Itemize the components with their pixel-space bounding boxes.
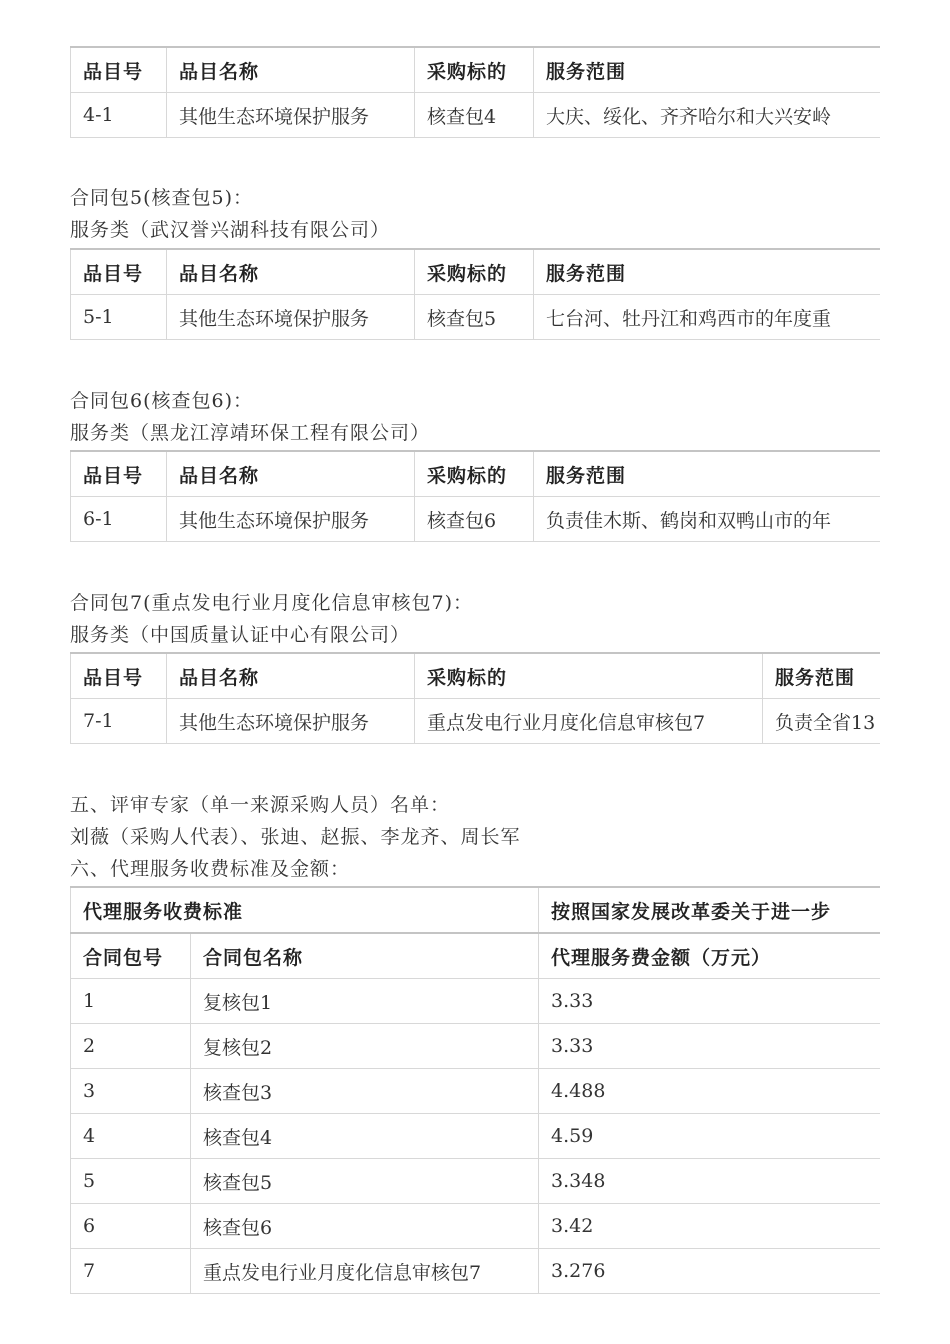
cell-item-name: 其他生态环境保护服务 xyxy=(167,497,415,542)
cell-package-name: 复核包2 xyxy=(191,1024,539,1069)
header-amount: 代理服务费金额（万元） xyxy=(539,933,880,979)
package-6-table-wrap xyxy=(70,450,880,542)
cell-item-no: 7-1 xyxy=(71,699,167,744)
header-item-no: 品目号 xyxy=(71,47,167,93)
table-row xyxy=(71,1204,881,1249)
cell-package-name: 核查包6 xyxy=(191,1204,539,1249)
cell-scope: 大庆、绥化、齐齐哈尔和大兴安岭 xyxy=(534,93,881,138)
fee-header-row xyxy=(71,933,881,979)
cell-package-no: 5 xyxy=(71,1159,191,1204)
package-5-title: 合同包5(核查包5)： xyxy=(70,187,254,209)
cell-target: 核查包6 xyxy=(415,497,534,542)
header-package-name: 合同包名称 xyxy=(191,933,539,979)
cell-target: 重点发电行业月度化信息审核包7 xyxy=(415,699,763,744)
header-target: 采购标的 xyxy=(415,451,534,497)
cell-amount: 3.276 xyxy=(539,1249,880,1294)
header-scope: 服务范围 xyxy=(534,451,881,497)
cell-item-no: 4-1 xyxy=(71,93,167,138)
cell-scope: 负责佳木斯、鹤岗和双鸭山市的年 xyxy=(534,497,881,542)
header-item-no: 品目号 xyxy=(71,451,167,497)
package-7-table-wrap xyxy=(70,652,880,744)
cell-package-no: 6 xyxy=(71,1204,191,1249)
cell-item-no: 6-1 xyxy=(71,497,167,542)
package-4-table xyxy=(70,46,880,138)
table-header-row xyxy=(71,249,881,295)
package-5-table xyxy=(70,248,880,340)
cell-scope: 负责全省13 xyxy=(763,699,881,744)
cell-amount: 4.488 xyxy=(539,1069,880,1114)
document-page xyxy=(70,0,950,1344)
package-7-subtitle: 服务类（中国质量认证中心有限公司） xyxy=(70,624,411,646)
cell-package-no: 7 xyxy=(71,1249,191,1294)
package-7-title: 合同包7(重点发电行业月度化信息审核包7)： xyxy=(70,592,474,614)
cell-item-name: 其他生态环境保护服务 xyxy=(167,295,415,340)
table-row xyxy=(71,1159,881,1204)
header-scope: 服务范围 xyxy=(763,653,881,699)
cell-package-name: 核查包4 xyxy=(191,1114,539,1159)
header-target: 采购标的 xyxy=(415,653,763,699)
table-row xyxy=(71,497,881,542)
cell-amount: 3.33 xyxy=(539,1024,880,1069)
header-package-no: 合同包号 xyxy=(71,933,191,979)
cell-package-no: 1 xyxy=(71,979,191,1024)
table-row xyxy=(71,979,881,1024)
table-header-row xyxy=(71,653,881,699)
section-5-title: 五、评审专家（单一来源采购人员）名单： xyxy=(70,794,451,816)
header-item-name: 品目名称 xyxy=(167,451,415,497)
expert-names: 刘薇（采购人代表）、张迪、赵振、李龙齐、周长军 xyxy=(70,826,521,848)
cell-package-no: 2 xyxy=(71,1024,191,1069)
cell-package-name: 核查包3 xyxy=(191,1069,539,1114)
header-item-name: 品目名称 xyxy=(167,249,415,295)
fee-standard-label: 代理服务收费标准 xyxy=(71,887,539,933)
header-scope: 服务范围 xyxy=(534,47,881,93)
fee-standard-row xyxy=(71,887,881,933)
table-row xyxy=(71,1249,881,1294)
header-item-name: 品目名称 xyxy=(167,653,415,699)
cell-amount: 3.348 xyxy=(539,1159,880,1204)
package-6-table xyxy=(70,450,880,542)
cell-scope: 七台河、牡丹江和鸡西市的年度重 xyxy=(534,295,881,340)
package-5-table-wrap xyxy=(70,248,880,340)
table-row xyxy=(71,93,881,138)
header-target: 采购标的 xyxy=(415,249,534,295)
cell-package-no: 3 xyxy=(71,1069,191,1114)
fee-standard-value: 按照国家发展改革委关于进一步 xyxy=(539,887,880,933)
cell-amount: 3.42 xyxy=(539,1204,880,1249)
cell-package-name: 重点发电行业月度化信息审核包7 xyxy=(191,1249,539,1294)
header-item-no: 品目号 xyxy=(71,653,167,699)
cell-amount: 4.59 xyxy=(539,1114,880,1159)
cell-item-name: 其他生态环境保护服务 xyxy=(167,699,415,744)
header-item-name: 品目名称 xyxy=(167,47,415,93)
package-6-subtitle: 服务类（黑龙江淳靖环保工程有限公司） xyxy=(70,422,431,444)
cell-target: 核查包4 xyxy=(415,93,534,138)
table-row xyxy=(71,1024,881,1069)
cell-item-name: 其他生态环境保护服务 xyxy=(167,93,415,138)
table-row xyxy=(71,699,881,744)
cell-package-name: 复核包1 xyxy=(191,979,539,1024)
table-header-row xyxy=(71,47,881,93)
header-target: 采购标的 xyxy=(415,47,534,93)
cell-target: 核查包5 xyxy=(415,295,534,340)
package-7-table xyxy=(70,652,880,744)
table-row xyxy=(71,1114,881,1159)
cell-package-no: 4 xyxy=(71,1114,191,1159)
fee-table xyxy=(70,886,880,1294)
package-5-subtitle: 服务类（武汉誉兴湖科技有限公司） xyxy=(70,219,391,241)
fee-table-wrap xyxy=(70,886,880,1294)
table-row xyxy=(71,1069,881,1114)
section-6-title: 六、代理服务收费标准及金额： xyxy=(70,858,351,880)
package-4-table-wrap xyxy=(70,46,880,138)
package-6-title: 合同包6(核查包6)： xyxy=(70,390,254,412)
table-row xyxy=(71,295,881,340)
header-scope: 服务范围 xyxy=(534,249,881,295)
table-header-row xyxy=(71,451,881,497)
header-item-no: 品目号 xyxy=(71,249,167,295)
cell-item-no: 5-1 xyxy=(71,295,167,340)
cell-amount: 3.33 xyxy=(539,979,880,1024)
cell-package-name: 核查包5 xyxy=(191,1159,539,1204)
